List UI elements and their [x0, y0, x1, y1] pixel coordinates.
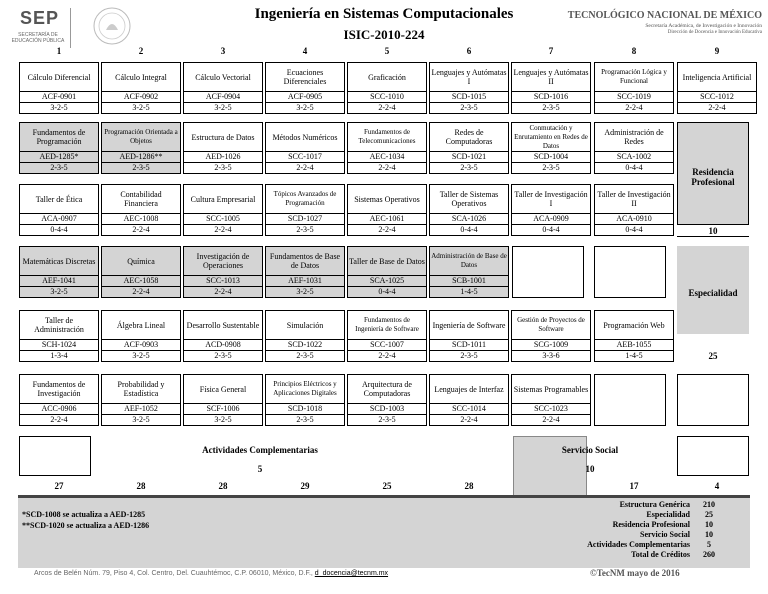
course-code: ACF-0903 — [102, 339, 180, 351]
summary-label: Estructura Genérica — [619, 500, 690, 509]
course-card — [347, 184, 427, 236]
course-credits: 3-2-5 — [132, 103, 150, 112]
empty-slot — [512, 246, 584, 298]
course-credits: 3-2-5 — [132, 415, 150, 424]
course-name: Desarrollo Sustentable — [186, 320, 260, 330]
course-code: ACA-0910 — [595, 213, 673, 225]
tecnm-subtitle-2: Dirección de Docencia e Innovación Educativa — [667, 30, 762, 35]
semester-number: 2 — [138, 46, 144, 56]
course-credits: 1-4-5 — [460, 287, 478, 296]
course-code: SCC-1017 — [266, 151, 344, 163]
tecnm-name: TECNOLÓGICO NACIONAL DE MÉXICO — [567, 10, 762, 21]
course-name: Administración de Base de Datos — [431, 252, 507, 269]
course-code: ACF-0905 — [266, 91, 344, 103]
course-name: Arquitectura de Computadoras — [362, 380, 412, 398]
course-name: Lenguajes y Autómatas II — [513, 68, 589, 86]
course-credits: 2-2-4 — [378, 103, 396, 112]
course-card — [265, 246, 345, 298]
summary-value: 260 — [703, 550, 715, 559]
course-card — [594, 310, 674, 362]
course-code: ACD-0908 — [184, 339, 262, 351]
footer-address — [34, 570, 388, 577]
semester-number: 9 — [714, 46, 720, 56]
course-card — [265, 62, 345, 114]
course-credits: 2-3-5 — [542, 103, 560, 112]
course-name: Contabilidad Financiera — [120, 190, 162, 208]
semester-total: 25 — [382, 481, 392, 491]
summary-row — [520, 540, 750, 550]
course-card — [511, 184, 591, 236]
course-credits: 2-3-5 — [214, 163, 232, 172]
plan-code: ISIC-2010-224 — [343, 27, 425, 42]
note-1: *SCD-1008 se actualiza a AED-1285 — [22, 510, 146, 519]
especialidad-credits: 25 — [708, 351, 718, 361]
course-name: Programación Lógica y Funcional — [601, 68, 667, 85]
summary-value: 10 — [705, 520, 713, 529]
course-credits: 3-2-5 — [50, 287, 68, 296]
course-code: ACA-0909 — [512, 213, 590, 225]
course-name: Lenguajes y Autómatas I — [431, 68, 507, 86]
course-credits: 3-2-5 — [296, 287, 314, 296]
course-card — [594, 122, 674, 174]
course-name: Gestión de Proyectos de Software — [517, 316, 585, 333]
course-code: AEC-1061 — [348, 213, 426, 225]
footer-email-link[interactable]: d_docencia@tecnm.mx — [314, 570, 389, 577]
course-code: SCD-1011 — [430, 339, 508, 351]
semester-total: 17 — [629, 481, 639, 491]
sep-logo-subtitle: SECRETARÍA DE EDUCACIÓN PÚBLICA — [11, 32, 65, 44]
summary-row — [520, 530, 750, 540]
course-card — [347, 310, 427, 362]
course-card — [511, 122, 591, 174]
course-name: Química — [127, 256, 155, 266]
course-card — [511, 310, 591, 362]
course-credits: 0-4-4 — [460, 225, 478, 234]
semester-number: 4 — [302, 46, 308, 56]
course-credits: 2-2-4 — [378, 351, 396, 360]
course-credits: 2-2-4 — [460, 415, 478, 424]
course-card — [429, 62, 509, 114]
course-name: Fundamentos de Programación — [32, 128, 86, 146]
residencia-credits: 10 — [677, 226, 749, 237]
course-credits: 2-2-4 — [132, 225, 150, 234]
course-credits: 0-4-4 — [542, 225, 560, 234]
course-credits: 2-2-4 — [625, 103, 643, 112]
course-card — [347, 246, 427, 298]
course-name: Métodos Numéricos — [272, 132, 338, 142]
course-name: Programación Orientada a Objetos — [104, 128, 178, 145]
especialidad-block — [677, 246, 749, 334]
course-card — [183, 184, 263, 236]
course-credits: 2-2-4 — [50, 415, 68, 424]
semester-total: 27 — [54, 481, 64, 491]
course-credits: 1-4-5 — [625, 351, 643, 360]
course-card — [101, 62, 181, 114]
course-card — [19, 184, 99, 236]
course-name: Principios Eléctricos y Aplicaciones Digitales — [273, 380, 337, 397]
course-name: Sistemas Operativos — [354, 194, 420, 204]
residencia-label: Residencia Profesional — [691, 167, 735, 187]
course-name: Taller de Ética — [35, 194, 83, 204]
course-name: Ingeniería de Software — [432, 320, 506, 330]
empty-slot — [19, 436, 91, 476]
course-credits: 2-2-4 — [132, 287, 150, 296]
course-code: AED-1026 — [184, 151, 262, 163]
course-code: AED-1286** — [102, 151, 180, 163]
actividades-credits: 5 — [257, 464, 263, 474]
course-credits: 0-4-4 — [378, 287, 396, 296]
course-name: Fundamentos de Investigación — [32, 380, 86, 398]
course-code: AEF-1031 — [266, 275, 344, 287]
course-credits: 2-3-5 — [378, 415, 396, 424]
course-name: Fundamentos de Telecomunicaciones — [358, 128, 416, 145]
course-credits: 2-2-4 — [296, 163, 314, 172]
course-name: Redes de Computadoras — [445, 128, 493, 146]
course-code: SCD-1021 — [430, 151, 508, 163]
course-code: SCC-1014 — [430, 403, 508, 415]
course-card — [19, 310, 99, 362]
course-code: SCF-1006 — [184, 403, 262, 415]
course-code: SCB-1001 — [430, 275, 508, 287]
course-credits: 2-2-4 — [378, 225, 396, 234]
semester-number: 1 — [56, 46, 62, 56]
course-code: ACF-0904 — [184, 91, 262, 103]
course-credits: 2-2-4 — [708, 103, 726, 112]
course-credits: 2-3-5 — [132, 163, 150, 172]
course-card — [594, 62, 674, 114]
course-name: Cultura Empresarial — [190, 194, 256, 204]
course-credits: 2-3-5 — [460, 103, 478, 112]
summary-label: Total de Créditos — [631, 550, 690, 559]
especialidad-label: Especialidad — [688, 288, 738, 298]
course-code: SCC-1005 — [184, 213, 262, 225]
course-code: SCH-1024 — [20, 339, 98, 351]
course-card — [265, 310, 345, 362]
course-card — [183, 374, 263, 426]
course-card — [429, 310, 509, 362]
course-code: SCD-1018 — [266, 403, 344, 415]
course-credits: 2-2-4 — [542, 415, 560, 424]
course-card — [19, 122, 99, 174]
actividades-label: Actividades Complementarias — [202, 445, 318, 455]
course-credits: 2-3-5 — [50, 163, 68, 172]
course-credits: 2-3-5 — [460, 351, 478, 360]
course-code: SCD-1027 — [266, 213, 344, 225]
course-code: AEB-1055 — [595, 339, 673, 351]
summary-label: Servicio Social — [640, 530, 690, 539]
servicio-social-label: Servicio Social — [561, 445, 619, 455]
semester-number: 7 — [548, 46, 554, 56]
course-name: Lenguajes de Interfaz — [434, 384, 504, 394]
copyright: ©TecNM mayo de 2016 — [590, 568, 680, 578]
course-code: AED-1285* — [20, 151, 98, 163]
course-name: Taller de Investigación I — [514, 190, 588, 208]
semester-total: 29 — [300, 481, 310, 491]
course-card — [429, 122, 509, 174]
course-name: Investigación de Operaciones — [196, 252, 250, 270]
course-card — [347, 62, 427, 114]
summary-label: Actividades Complementarias — [587, 540, 690, 549]
course-code: AEC-1058 — [102, 275, 180, 287]
course-name: Taller de Sistemas Operativos — [439, 190, 499, 208]
course-code: SCC-1023 — [512, 403, 590, 415]
course-code: SCC-1019 — [595, 91, 673, 103]
course-credits: 3-2-5 — [214, 103, 232, 112]
course-card — [677, 62, 757, 114]
empty-slot — [677, 436, 749, 476]
course-name: Física General — [199, 384, 247, 394]
course-credits: 2-3-5 — [460, 163, 478, 172]
semester-number: 3 — [220, 46, 226, 56]
course-card — [511, 374, 591, 426]
course-card — [101, 310, 181, 362]
course-card — [101, 122, 181, 174]
course-credits: 0-4-4 — [625, 163, 643, 172]
course-credits: 3-2-5 — [296, 103, 314, 112]
course-name: Probabilidad y Estadística — [117, 380, 165, 398]
course-name: Inteligencia Artificial — [682, 72, 752, 82]
course-code: AEF-1052 — [102, 403, 180, 415]
course-credits: 2-2-4 — [214, 225, 232, 234]
footer-address-text: Arcos de Belén Núm. 79, Piso 4, Col. Centro, Del. Cuauhtémoc, C.P. 06010, México, D.F., — [34, 570, 313, 577]
course-card — [347, 122, 427, 174]
course-code: SCA-1002 — [595, 151, 673, 163]
course-credits: 3-2-5 — [214, 415, 232, 424]
course-credits: 2-3-5 — [296, 225, 314, 234]
course-card — [429, 246, 509, 298]
course-card — [429, 184, 509, 236]
course-card — [19, 246, 99, 298]
course-card — [265, 184, 345, 236]
residencia-block — [677, 122, 749, 225]
course-name: Matemáticas Discretas — [22, 256, 96, 266]
course-code: SCD-1003 — [348, 403, 426, 415]
course-credits: 3-3-6 — [542, 351, 560, 360]
course-card — [429, 374, 509, 426]
course-card — [183, 246, 263, 298]
course-card — [101, 184, 181, 236]
course-name: Administración de Redes — [604, 128, 664, 146]
course-card — [19, 374, 99, 426]
course-name: Tópicos Avanzados de Programación — [273, 190, 337, 207]
semester-number: 6 — [466, 46, 472, 56]
empty-slot — [594, 374, 666, 426]
course-credits: 2-3-5 — [296, 351, 314, 360]
semester-total: 28 — [218, 481, 228, 491]
course-name: Cálculo Integral — [115, 72, 167, 82]
course-card — [101, 246, 181, 298]
semester-number: 8 — [631, 46, 637, 56]
course-code: AEC-1008 — [102, 213, 180, 225]
course-code: SCC-1010 — [348, 91, 426, 103]
course-name: Cálculo Diferencial — [27, 72, 91, 82]
course-name: Graficación — [368, 72, 406, 82]
summary-value: 210 — [703, 500, 715, 509]
course-credits: 2-3-5 — [296, 415, 314, 424]
course-code: ACC-0906 — [20, 403, 98, 415]
course-card — [265, 122, 345, 174]
summary-row — [520, 550, 750, 560]
summary-label: Residencia Profesional — [612, 520, 690, 529]
course-name: Cálculo Vectorial — [195, 72, 251, 82]
logo-divider — [70, 8, 71, 48]
course-card — [511, 62, 591, 114]
course-credits: 2-2-4 — [378, 163, 396, 172]
course-credits: 0-4-4 — [50, 225, 68, 234]
course-credits: 0-4-4 — [625, 225, 643, 234]
summary-row — [520, 510, 750, 520]
semester-total: 28 — [136, 481, 146, 491]
course-name: Estructura de Datos — [191, 132, 255, 142]
course-name: Fundamentos de Base de Datos — [269, 252, 341, 270]
course-credits: 1-3-4 — [50, 351, 68, 360]
course-name: Sistemas Programables — [513, 384, 589, 394]
course-name: Taller de Administración — [34, 316, 84, 334]
course-card — [183, 310, 263, 362]
course-code: SCC-1012 — [678, 91, 756, 103]
course-code: SCA-1025 — [348, 275, 426, 287]
course-card — [19, 62, 99, 114]
course-card — [265, 374, 345, 426]
tecnm-subtitle-1: Secretaría Académica, de Investigación e Innovación — [645, 23, 762, 29]
course-code: SCD-1015 — [430, 91, 508, 103]
course-code: ACF-0902 — [102, 91, 180, 103]
page-title: Ingeniería en Sistemas Computacionales — [254, 6, 514, 22]
course-code: SCG-1009 — [512, 339, 590, 351]
course-credits: 2-2-4 — [214, 287, 232, 296]
course-name: Álgebra Lineal — [116, 320, 166, 330]
empty-slot — [677, 374, 749, 426]
course-credits: 3-2-5 — [50, 103, 68, 112]
course-credits: 2-3-5 — [542, 163, 560, 172]
course-name: Taller de Base de Datos — [349, 256, 425, 266]
semester-total: 28 — [464, 481, 474, 491]
course-credits: 3-2-5 — [132, 351, 150, 360]
course-name: Simulación — [286, 320, 324, 330]
summary-value: 5 — [707, 540, 711, 549]
course-name: Conmutación y Enrutamiento en Redes de Datos — [514, 123, 588, 150]
course-code: ACA-0907 — [20, 213, 98, 225]
summary-row — [520, 500, 750, 510]
summary-row — [520, 520, 750, 530]
course-code: AEF-1041 — [20, 275, 98, 287]
course-card — [101, 374, 181, 426]
note-2: **SCD-1020 se actualiza a AED-1286 — [22, 521, 150, 530]
course-name: Fundamentos de Ingeniería de Software — [355, 316, 419, 333]
summary-label: Especialidad — [646, 510, 690, 519]
course-code: SCC-1007 — [348, 339, 426, 351]
course-code: SCD-1004 — [512, 151, 590, 163]
course-card — [347, 374, 427, 426]
course-name: Ecuaciones Diferenciales — [283, 68, 327, 86]
course-code: SCD-1016 — [512, 91, 590, 103]
course-card — [183, 122, 263, 174]
semester-total: 4 — [714, 481, 720, 491]
course-code: SCD-1022 — [266, 339, 344, 351]
sep-logo — [6, 6, 84, 50]
course-name: Programación Web — [603, 320, 665, 330]
summary-value: 10 — [705, 530, 713, 539]
course-name: Taller de Investigación II — [597, 190, 671, 208]
course-credits: 2-3-5 — [214, 351, 232, 360]
sep-logo-text: SEP — [20, 8, 60, 28]
empty-slot — [594, 246, 666, 298]
course-code: SCA-1026 — [430, 213, 508, 225]
course-code: AEC-1034 — [348, 151, 426, 163]
course-card — [594, 184, 674, 236]
national-seal-icon — [92, 6, 132, 46]
servicio-social-credits: 10 — [585, 464, 595, 474]
course-code: ACF-0901 — [20, 91, 98, 103]
semester-number: 5 — [384, 46, 390, 56]
summary-value: 25 — [705, 510, 713, 519]
course-card — [183, 62, 263, 114]
course-code: SCC-1013 — [184, 275, 262, 287]
